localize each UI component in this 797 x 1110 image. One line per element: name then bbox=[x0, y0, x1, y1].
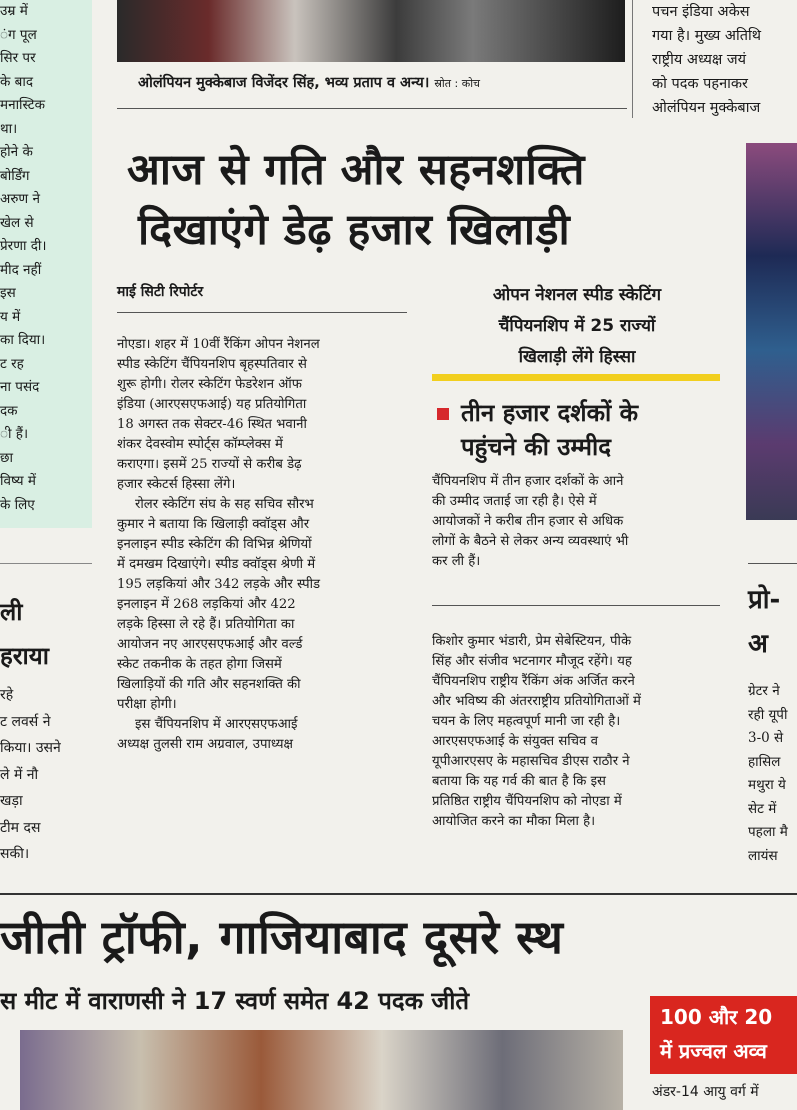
bottom-story-rule bbox=[0, 893, 797, 895]
left-edge-line: ना पसंद bbox=[0, 379, 40, 395]
article-line: इनलाइन में 268 लड़कियां और 422 bbox=[117, 597, 296, 612]
red-square-bullet bbox=[437, 408, 449, 420]
left-edge-line: सिर पर bbox=[0, 50, 36, 66]
article-line: नोएडा। शहर में 10वीं रैंकिंग ओपन नेशनल bbox=[117, 337, 320, 352]
article-line: इनलाइन स्पीड स्केटिंग की विभिन्न श्रेणियों bbox=[117, 537, 312, 552]
right-side-photo bbox=[746, 143, 797, 520]
subheadline-line: चैंपियनशिप में 25 राज्यों bbox=[498, 316, 656, 336]
right-edge-headline bbox=[748, 578, 780, 666]
article-line: आयोजन नए आरएसएफआई और वर्ल्ड bbox=[117, 637, 303, 652]
right-edge-line: को पदक पहनाकर bbox=[652, 76, 748, 92]
right-edge-line: 3-0 से bbox=[748, 730, 784, 746]
left-edge-line: था। bbox=[0, 120, 18, 137]
left-edge-headline bbox=[0, 590, 49, 678]
left-edge-column-top bbox=[0, 0, 90, 517]
article-line: शुरू होगी। रोलर स्केटिंग फेडरेशन ऑफ bbox=[117, 377, 302, 392]
article-line: 18 अगस्त तक सेक्टर-46 स्थित भवानी bbox=[117, 417, 307, 432]
article-line: परीक्षा होगी। bbox=[117, 697, 177, 712]
article-line: किशोर कुमार भंडारी, प्रेम सेबेस्टियन, पीके bbox=[432, 634, 632, 649]
bottom-subheadline: स मीट में वाराणसी ने 17 स्वर्ण समेत 42 पदक जीते bbox=[0, 987, 470, 1015]
article-line: आयोजकों ने करीब तीन हजार से अधिक bbox=[432, 514, 624, 529]
article-line: हजार स्केटर्स हिस्सा लेंगे। bbox=[117, 477, 236, 492]
left-edge-line: उम्र में bbox=[0, 3, 28, 19]
left-edge-line: प्रेरणा दी। bbox=[0, 238, 47, 254]
article-line: बताया कि यह गर्व की बात है कि इस bbox=[432, 774, 606, 789]
article-line: स्केट तकनीक के तहत होगा जिसमें bbox=[117, 657, 282, 672]
left-edge-line: किया। उसने bbox=[0, 740, 61, 756]
article-line: आरएसएफआई के संयुक्त सचिव व bbox=[432, 734, 598, 749]
left-edge-line: य में bbox=[0, 308, 21, 325]
left-edge-line: ट रह bbox=[0, 355, 24, 372]
article-line: स्पीड स्केटिंग चैंपियनशिप बृहस्पतिवार से bbox=[117, 357, 307, 372]
photo-source: स्रोत : कोच bbox=[434, 77, 481, 90]
left-edge-line: सकी। bbox=[0, 846, 30, 862]
byline: माई सिटी रिपोर्टर bbox=[117, 284, 204, 300]
right-edge-line: राष्ट्रीय अध्यक्ष जयं bbox=[652, 52, 747, 68]
right-edge-rule bbox=[748, 563, 797, 564]
article-line: में दमखम दिखाएंगे। स्पीड क्वॉड्स श्रेणी में bbox=[117, 557, 316, 572]
left-edge-line: के बाद bbox=[0, 73, 34, 90]
bottom-right-text: अंडर-14 आयु वर्ग में bbox=[652, 1084, 759, 1100]
article-line: खिलाड़ियों की गति और सहनशक्ति की bbox=[117, 677, 301, 692]
article-line: कराएगा। इसमें 25 राज्यों से करीब डेढ़ bbox=[117, 457, 302, 472]
article-line: रोलर स्केटिंग संघ के सह सचिव सौरभ bbox=[135, 497, 314, 512]
article-column-2a bbox=[432, 472, 726, 572]
article-line: और भविष्य की अंतरराष्ट्रीय प्रतियोगिताओं में bbox=[432, 694, 641, 709]
article-line: अध्यक्ष तुलसी राम अग्रवाल, उपाध्यक्ष bbox=[117, 737, 293, 752]
article-line: यूपीआरएसए के महासचिव डीएस राठौर ने bbox=[432, 754, 630, 769]
article-line: इंडिया (आरएसएफआई) यह प्रतियोगिता bbox=[117, 397, 307, 412]
article-line: 195 लड़कियां और 342 लड़के और स्पीड bbox=[117, 577, 321, 592]
article-line: चैंपियनशिप में तीन हजार दर्शकों के आने bbox=[432, 474, 624, 489]
right-edge-line: ओलंपियन मुक्केबाज bbox=[652, 100, 761, 116]
yellow-accent-bar bbox=[432, 374, 720, 381]
left-edge-line: होने के bbox=[0, 144, 33, 160]
article-line: चैंपियनशिप राष्ट्रीय रैंकिंग अंक अर्जित करने bbox=[432, 674, 635, 689]
left-divider bbox=[0, 563, 92, 564]
article-line: चयन के लिए महत्वपूर्ण मानी जा रही है। bbox=[432, 714, 621, 729]
article-column-1 bbox=[117, 335, 411, 755]
left-edge-line: छा bbox=[0, 449, 13, 466]
article-line: सिंह और संजीव भटनागर मौजूद रहेंगे। यह bbox=[432, 654, 632, 669]
left-edge-column-bottom bbox=[0, 682, 92, 868]
red-headline-box bbox=[650, 996, 797, 1074]
left-edge-line: रहे bbox=[0, 687, 14, 703]
right-edge-column-top bbox=[652, 0, 797, 120]
left-edge-line: का दिया। bbox=[0, 332, 46, 348]
main-headline-line2: दिखाएंगे डेढ़ हजार खिलाड़ी bbox=[138, 205, 571, 255]
right-edge-heading-line: अ bbox=[748, 629, 768, 659]
article-line: आयोजित करने का मौका मिला है। bbox=[432, 814, 596, 829]
left-edge-line: ंग पूल bbox=[0, 26, 37, 43]
right-edge-vertical-rule bbox=[632, 0, 633, 118]
article-line: लोगों के बैठने से लेकर अन्य व्यवस्थाएं भी bbox=[432, 534, 629, 549]
bottom-photo bbox=[20, 1030, 623, 1110]
right-edge-line: ग्रेटर ने bbox=[748, 683, 780, 699]
article-line: कुमार ने बताया कि खिलाड़ी क्वॉड्स और bbox=[117, 517, 310, 532]
right-edge-line: रही यूपी bbox=[748, 706, 788, 723]
right-edge-heading-line: प्रो- bbox=[748, 585, 781, 615]
article-line: इस चैंपियनशिप में आरएसएफआई bbox=[135, 717, 298, 732]
subheading-line-1 bbox=[437, 396, 638, 430]
right-edge-line: हासिल bbox=[748, 753, 781, 770]
right-edge-line: मथुरा ये bbox=[748, 777, 786, 793]
right-edge-line: लायंस bbox=[748, 847, 778, 864]
subheadline-line: ओपन नेशनल स्पीड स्केटिंग bbox=[492, 285, 662, 305]
right-edge-column-bottom bbox=[748, 680, 797, 868]
left-edge-line: बोर्डिंग bbox=[0, 167, 30, 184]
left-edge-line: दक bbox=[0, 402, 18, 419]
photo-caption-text: ओलंपियन मुक्केबाज विजेंदर सिंह, भव्य प्रताप व अन्य। bbox=[138, 75, 430, 91]
left-edge-line: ले में नौ bbox=[0, 766, 39, 783]
left-edge-line: खड़ा bbox=[0, 793, 23, 809]
left-edge-heading-line: हराया bbox=[0, 642, 49, 670]
section-subheading bbox=[437, 396, 638, 464]
left-edge-line: मीद नहीं bbox=[0, 261, 42, 278]
left-edge-line: अरुण ने bbox=[0, 191, 40, 207]
article-line: प्रतिष्ठित राष्ट्रीय चैंपियनशिप को नोएडा में bbox=[432, 794, 622, 809]
left-edge-line: खेल से bbox=[0, 214, 34, 231]
article-line: शंकर देवस्वोम स्पोर्ट्स कॉम्प्लेक्स में bbox=[117, 437, 283, 452]
column-2-rule bbox=[432, 605, 720, 606]
bottom-headline: जीती ट्रॉफी, गाजियाबाद दूसरे स्थ bbox=[0, 910, 564, 964]
subheading-line-2: पहुंचने की उम्मीद bbox=[461, 433, 611, 461]
article-column-2b bbox=[432, 632, 726, 832]
right-edge-line: सेट में bbox=[748, 800, 777, 817]
photo-caption bbox=[138, 72, 480, 92]
left-edge-line: मनास्टिक bbox=[0, 97, 45, 113]
subheading-line-1-text: तीन हजार दर्शकों के bbox=[461, 399, 639, 427]
left-edge-line: ट लवर्स ने bbox=[0, 713, 51, 730]
left-edge-line: टीम दस bbox=[0, 819, 41, 836]
left-edge-line: इस bbox=[0, 285, 16, 301]
red-box-line: में प्रज्वल अव्व bbox=[660, 1039, 767, 1063]
red-box-line: 100 और 20 bbox=[660, 1005, 773, 1029]
top-photo bbox=[117, 0, 625, 62]
left-edge-heading-line: ली bbox=[0, 598, 23, 626]
caption-rule bbox=[117, 108, 627, 109]
subheadline-box bbox=[432, 280, 722, 373]
article-line: लड़के हिस्सा ले रहे हैं। प्रतियोगिता का bbox=[117, 617, 295, 632]
left-edge-line: विष्य में bbox=[0, 473, 36, 489]
main-headline-line1: आज से गति और सहनशक्ति bbox=[127, 145, 585, 195]
left-edge-line: के लिए bbox=[0, 496, 35, 513]
left-edge-line: ी हैं। bbox=[0, 426, 29, 442]
right-edge-line: पहला मै bbox=[748, 824, 788, 840]
subheadline-line: खिलाड़ी लेंगे हिस्सा bbox=[518, 347, 636, 367]
article-line: की उम्मीद जताई जा रही है। ऐसे में bbox=[432, 494, 597, 509]
right-edge-line: पचन इंडिया अकेस bbox=[652, 4, 750, 20]
byline-rule bbox=[117, 312, 407, 313]
right-edge-line: गया है। मुख्य अतिथि bbox=[652, 28, 762, 44]
article-line: कर ली हैं। bbox=[432, 554, 481, 569]
